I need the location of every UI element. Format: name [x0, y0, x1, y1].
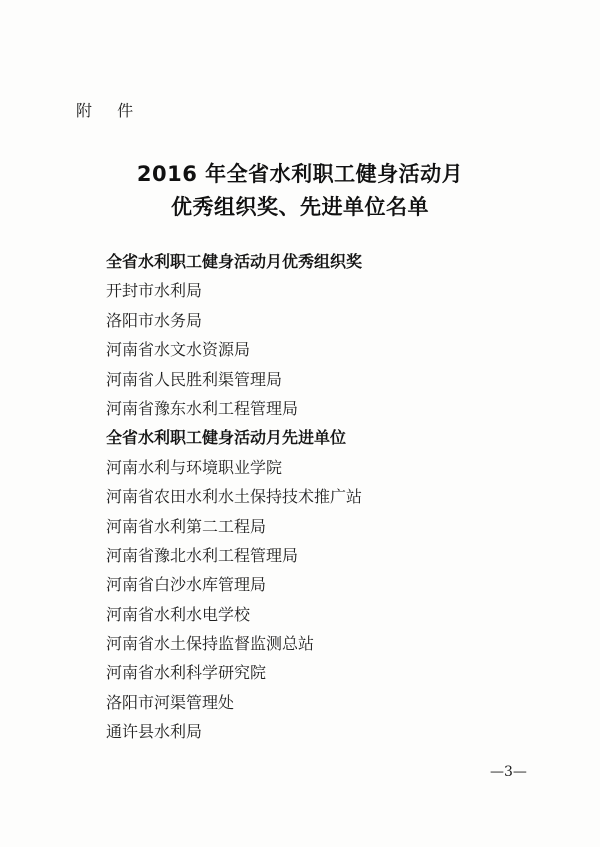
- list-item: 河南省水利科学研究院: [106, 663, 267, 683]
- page-number: —3—: [490, 764, 527, 780]
- list-item: 河南水利与环境职业学院: [106, 457, 283, 477]
- list-item: 通许县水利局: [106, 722, 203, 742]
- list-item: 河南省水土保持监督监测总站: [106, 634, 315, 654]
- section-heading-advanced-units: 全省水利职工健身活动月先进单位: [106, 428, 347, 448]
- list-item: 河南省水文水资源局: [106, 340, 251, 360]
- list-item: 洛阳市河渠管理处: [106, 692, 235, 712]
- list-item: 河南省水利第二工程局: [106, 516, 267, 536]
- list-item: 河南省豫北水利工程管理局: [106, 545, 299, 565]
- attachment-label: 附 件: [76, 101, 144, 120]
- document-title-line-1: 2016 年全省水利职工健身活动月: [136, 162, 464, 186]
- section-heading-organization-award: 全省水利职工健身活动月优秀组织奖: [106, 252, 363, 271]
- document-title-line-2: 优秀组织奖、先进单位名单: [171, 195, 429, 219]
- list-item: 河南省白沙水库管理局: [106, 575, 267, 595]
- list-item: 河南省人民胜利渠管理局: [106, 369, 283, 389]
- award-list: [106, 247, 546, 747]
- list-item: 河南省豫东水利工程管理局: [106, 398, 299, 418]
- list-item: 河南省水利水电学校: [106, 604, 251, 624]
- list-item: 开封市水利局: [106, 281, 203, 301]
- list-item: 河南省农田水利水土保持技术推广站: [106, 487, 363, 507]
- list-item: 洛阳市水务局: [106, 310, 203, 330]
